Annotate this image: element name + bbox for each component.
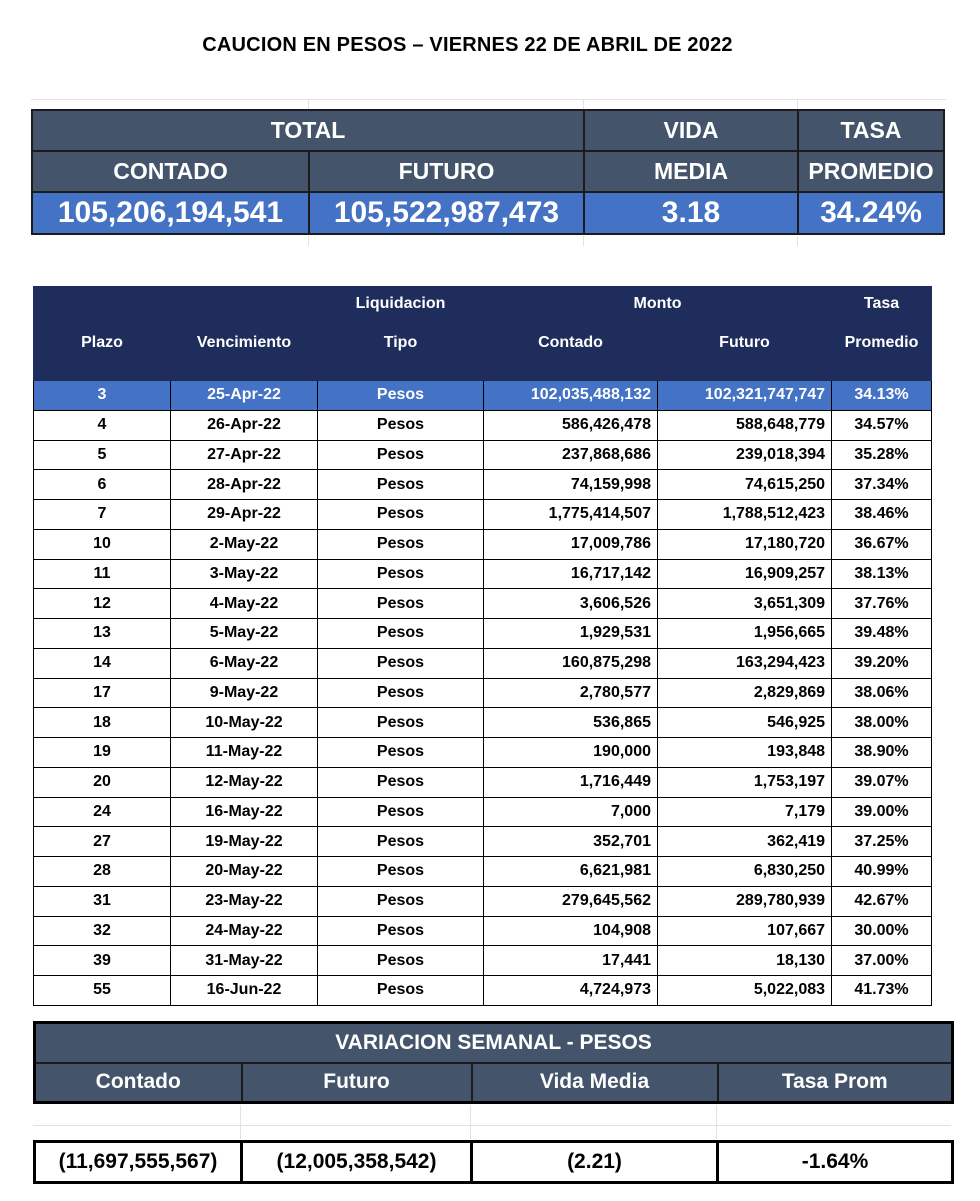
table-row [34, 678, 932, 708]
cell-tasa: 38.06% [832, 678, 932, 708]
cell-tipo: Pesos [318, 648, 484, 678]
cell-futuro: 7,179 [658, 797, 832, 827]
grid-line [308, 236, 309, 246]
tasa-header-bottom: PROMEDIO [798, 151, 944, 192]
cell-futuro: 289,780,939 [658, 886, 832, 916]
header-vencimiento: Vencimiento [171, 334, 318, 381]
contado-header: CONTADO [32, 151, 309, 192]
cell-futuro: 163,294,423 [658, 648, 832, 678]
table-row [34, 886, 932, 916]
cell-plazo: 11 [34, 559, 171, 589]
cell-contado: 6,621,981 [484, 857, 658, 887]
cell-contado: 1,716,449 [484, 767, 658, 797]
cell-vencimiento: 23-May-22 [171, 886, 318, 916]
cell-tasa: 37.76% [832, 589, 932, 619]
cell-tasa: 40.99% [832, 857, 932, 887]
grid-line [797, 99, 798, 109]
cell-vencimiento: 26-Apr-22 [171, 410, 318, 440]
cell-tipo: Pesos [318, 589, 484, 619]
detail-table [33, 286, 932, 1006]
cell-tasa: 41.73% [832, 976, 932, 1006]
vida-header-top: VIDA [584, 110, 798, 151]
cell-contado: 190,000 [484, 738, 658, 768]
cell-contado: 3,606,526 [484, 589, 658, 619]
cell-vencimiento: 4-May-22 [171, 589, 318, 619]
header-empty-1 [34, 287, 171, 334]
contado-total-value: 105,206,194,541 [32, 192, 309, 234]
cell-vencimiento: 2-May-22 [171, 529, 318, 559]
cell-contado: 1,775,414,507 [484, 500, 658, 530]
cell-tipo: Pesos [318, 857, 484, 887]
cell-contado: 17,009,786 [484, 529, 658, 559]
total-header: TOTAL [32, 110, 584, 151]
table-row [34, 976, 932, 1006]
cell-plazo: 5 [34, 440, 171, 470]
header-monto: Monto [484, 287, 832, 334]
tasa-header-top: TASA [798, 110, 944, 151]
cell-tasa: 37.34% [832, 470, 932, 500]
variacion-vida-value: (2.21) [472, 1142, 718, 1183]
cell-plazo: 27 [34, 827, 171, 857]
cell-tipo: Pesos [318, 767, 484, 797]
table-row [34, 529, 932, 559]
cell-futuro: 239,018,394 [658, 440, 832, 470]
cell-futuro: 2,829,869 [658, 678, 832, 708]
grid-line [583, 99, 584, 109]
table-row [34, 559, 932, 589]
cell-tasa: 35.28% [832, 440, 932, 470]
cell-vencimiento: 24-May-22 [171, 916, 318, 946]
cell-futuro: 1,788,512,423 [658, 500, 832, 530]
cell-vencimiento: 3-May-22 [171, 559, 318, 589]
cell-futuro: 546,925 [658, 708, 832, 738]
cell-tipo: Pesos [318, 500, 484, 530]
cell-plazo: 32 [34, 916, 171, 946]
header-futuro: Futuro [658, 334, 832, 381]
grid-line [797, 236, 798, 246]
cell-vencimiento: 27-Apr-22 [171, 440, 318, 470]
cell-plazo: 14 [34, 648, 171, 678]
variacion-contado-value: (11,697,555,567) [35, 1142, 242, 1183]
summary-table [31, 109, 945, 235]
cell-tipo: Pesos [318, 916, 484, 946]
cell-plazo: 13 [34, 619, 171, 649]
variacion-tasa-header: Tasa Prom [718, 1063, 953, 1103]
cell-tipo: Pesos [318, 738, 484, 768]
cell-plazo: 55 [34, 976, 171, 1006]
variacion-values-table [33, 1140, 954, 1184]
table-row [34, 857, 932, 887]
cell-tasa: 36.67% [832, 529, 932, 559]
header-liquidacion: Liquidacion [318, 287, 484, 334]
cell-tipo: Pesos [318, 470, 484, 500]
cell-futuro: 193,848 [658, 738, 832, 768]
cell-futuro: 3,651,309 [658, 589, 832, 619]
cell-plazo: 7 [34, 500, 171, 530]
cell-contado: 352,701 [484, 827, 658, 857]
cell-tipo: Pesos [318, 797, 484, 827]
cell-tasa: 37.00% [832, 946, 932, 976]
cell-contado: 279,645,562 [484, 886, 658, 916]
header-promedio: Promedio [832, 334, 932, 381]
cell-plazo: 12 [34, 589, 171, 619]
cell-tipo: Pesos [318, 946, 484, 976]
cell-vencimiento: 16-May-22 [171, 797, 318, 827]
cell-vencimiento: 11-May-22 [171, 738, 318, 768]
table-row [34, 827, 932, 857]
cell-tipo: Pesos [318, 678, 484, 708]
cell-futuro: 588,648,779 [658, 410, 832, 440]
cell-plazo: 3 [34, 381, 171, 411]
header-plazo: Plazo [34, 334, 171, 381]
cell-tasa: 38.90% [832, 738, 932, 768]
page-title: CAUCION EN PESOS – VIERNES 22 DE ABRIL DE 2022 [202, 34, 733, 56]
cell-plazo: 28 [34, 857, 171, 887]
cell-plazo: 18 [34, 708, 171, 738]
header-contado: Contado [484, 334, 658, 381]
cell-vencimiento: 31-May-22 [171, 946, 318, 976]
cell-plazo: 10 [34, 529, 171, 559]
cell-tipo: Pesos [318, 440, 484, 470]
cell-tipo: Pesos [318, 976, 484, 1006]
tasa-promedio-value: 34.24% [798, 192, 944, 234]
table-row [34, 470, 932, 500]
cell-futuro: 6,830,250 [658, 857, 832, 887]
cell-futuro: 107,667 [658, 916, 832, 946]
cell-vencimiento: 29-Apr-22 [171, 500, 318, 530]
table-row [34, 410, 932, 440]
cell-contado: 2,780,577 [484, 678, 658, 708]
cell-contado: 1,929,531 [484, 619, 658, 649]
cell-contado: 586,426,478 [484, 410, 658, 440]
grid-line [716, 1105, 717, 1139]
cell-tasa: 37.25% [832, 827, 932, 857]
cell-tipo: Pesos [318, 886, 484, 916]
header-tipo: Tipo [318, 334, 484, 381]
futuro-header: FUTURO [309, 151, 584, 192]
detail-body [34, 381, 932, 1006]
cell-plazo: 39 [34, 946, 171, 976]
cell-tasa: 34.57% [832, 410, 932, 440]
cell-futuro: 1,956,665 [658, 619, 832, 649]
vida-media-value: 3.18 [584, 192, 798, 234]
cell-futuro: 74,615,250 [658, 470, 832, 500]
cell-vencimiento: 12-May-22 [171, 767, 318, 797]
cell-tasa: 39.20% [832, 648, 932, 678]
futuro-total-value: 105,522,987,473 [309, 192, 584, 234]
cell-tipo: Pesos [318, 410, 484, 440]
cell-vencimiento: 16-Jun-22 [171, 976, 318, 1006]
table-row [34, 648, 932, 678]
table-row [34, 589, 932, 619]
table-row [34, 500, 932, 530]
cell-futuro: 5,022,083 [658, 976, 832, 1006]
grid-line [240, 1105, 241, 1139]
cell-tasa: 38.13% [832, 559, 932, 589]
variacion-tasa-value: -1.64% [718, 1142, 953, 1183]
cell-contado: 4,724,973 [484, 976, 658, 1006]
cell-contado: 7,000 [484, 797, 658, 827]
cell-plazo: 31 [34, 886, 171, 916]
cell-vencimiento: 25-Apr-22 [171, 381, 318, 411]
cell-plazo: 20 [34, 767, 171, 797]
variacion-title: VARIACION SEMANAL - PESOS [35, 1023, 953, 1063]
cell-tipo: Pesos [318, 529, 484, 559]
cell-contado: 104,908 [484, 916, 658, 946]
cell-contado: 74,159,998 [484, 470, 658, 500]
header-tasa: Tasa [832, 287, 932, 334]
cell-tipo: Pesos [318, 619, 484, 649]
table-row [34, 381, 932, 411]
cell-tasa: 38.00% [832, 708, 932, 738]
table-row [34, 708, 932, 738]
variacion-futuro-value: (12,005,358,542) [242, 1142, 472, 1183]
table-row [34, 946, 932, 976]
cell-vencimiento: 6-May-22 [171, 648, 318, 678]
cell-vencimiento: 9-May-22 [171, 678, 318, 708]
grid-line [31, 99, 946, 100]
variacion-vida-header: Vida Media [472, 1063, 718, 1103]
cell-contado: 17,441 [484, 946, 658, 976]
cell-contado: 160,875,298 [484, 648, 658, 678]
variacion-futuro-header: Futuro [242, 1063, 472, 1103]
grid-line [33, 1125, 951, 1126]
cell-futuro: 16,909,257 [658, 559, 832, 589]
cell-tipo: Pesos [318, 827, 484, 857]
cell-tasa: 39.07% [832, 767, 932, 797]
cell-tasa: 34.13% [832, 381, 932, 411]
grid-line [583, 236, 584, 246]
cell-tasa: 42.67% [832, 886, 932, 916]
table-row [34, 738, 932, 768]
grid-line [470, 1105, 471, 1139]
cell-futuro: 17,180,720 [658, 529, 832, 559]
table-row [34, 916, 932, 946]
cell-vencimiento: 19-May-22 [171, 827, 318, 857]
table-row [34, 767, 932, 797]
cell-tipo: Pesos [318, 381, 484, 411]
variacion-contado-header: Contado [35, 1063, 242, 1103]
cell-futuro: 102,321,747,747 [658, 381, 832, 411]
cell-futuro: 362,419 [658, 827, 832, 857]
vida-header-bottom: MEDIA [584, 151, 798, 192]
grid-line [308, 99, 309, 109]
cell-contado: 16,717,142 [484, 559, 658, 589]
cell-vencimiento: 5-May-22 [171, 619, 318, 649]
variacion-header-table [33, 1021, 954, 1104]
cell-plazo: 24 [34, 797, 171, 827]
header-empty-2 [171, 287, 318, 334]
table-row [34, 619, 932, 649]
cell-vencimiento: 20-May-22 [171, 857, 318, 887]
cell-futuro: 18,130 [658, 946, 832, 976]
cell-tasa: 39.48% [832, 619, 932, 649]
cell-plazo: 19 [34, 738, 171, 768]
cell-plazo: 17 [34, 678, 171, 708]
cell-futuro: 1,753,197 [658, 767, 832, 797]
cell-plazo: 4 [34, 410, 171, 440]
cell-plazo: 6 [34, 470, 171, 500]
cell-tasa: 39.00% [832, 797, 932, 827]
cell-contado: 102,035,488,132 [484, 381, 658, 411]
cell-vencimiento: 10-May-22 [171, 708, 318, 738]
cell-contado: 237,868,686 [484, 440, 658, 470]
cell-tipo: Pesos [318, 708, 484, 738]
cell-tasa: 30.00% [832, 916, 932, 946]
cell-tipo: Pesos [318, 559, 484, 589]
cell-vencimiento: 28-Apr-22 [171, 470, 318, 500]
cell-contado: 536,865 [484, 708, 658, 738]
table-row [34, 797, 932, 827]
cell-tasa: 38.46% [832, 500, 932, 530]
table-row [34, 440, 932, 470]
